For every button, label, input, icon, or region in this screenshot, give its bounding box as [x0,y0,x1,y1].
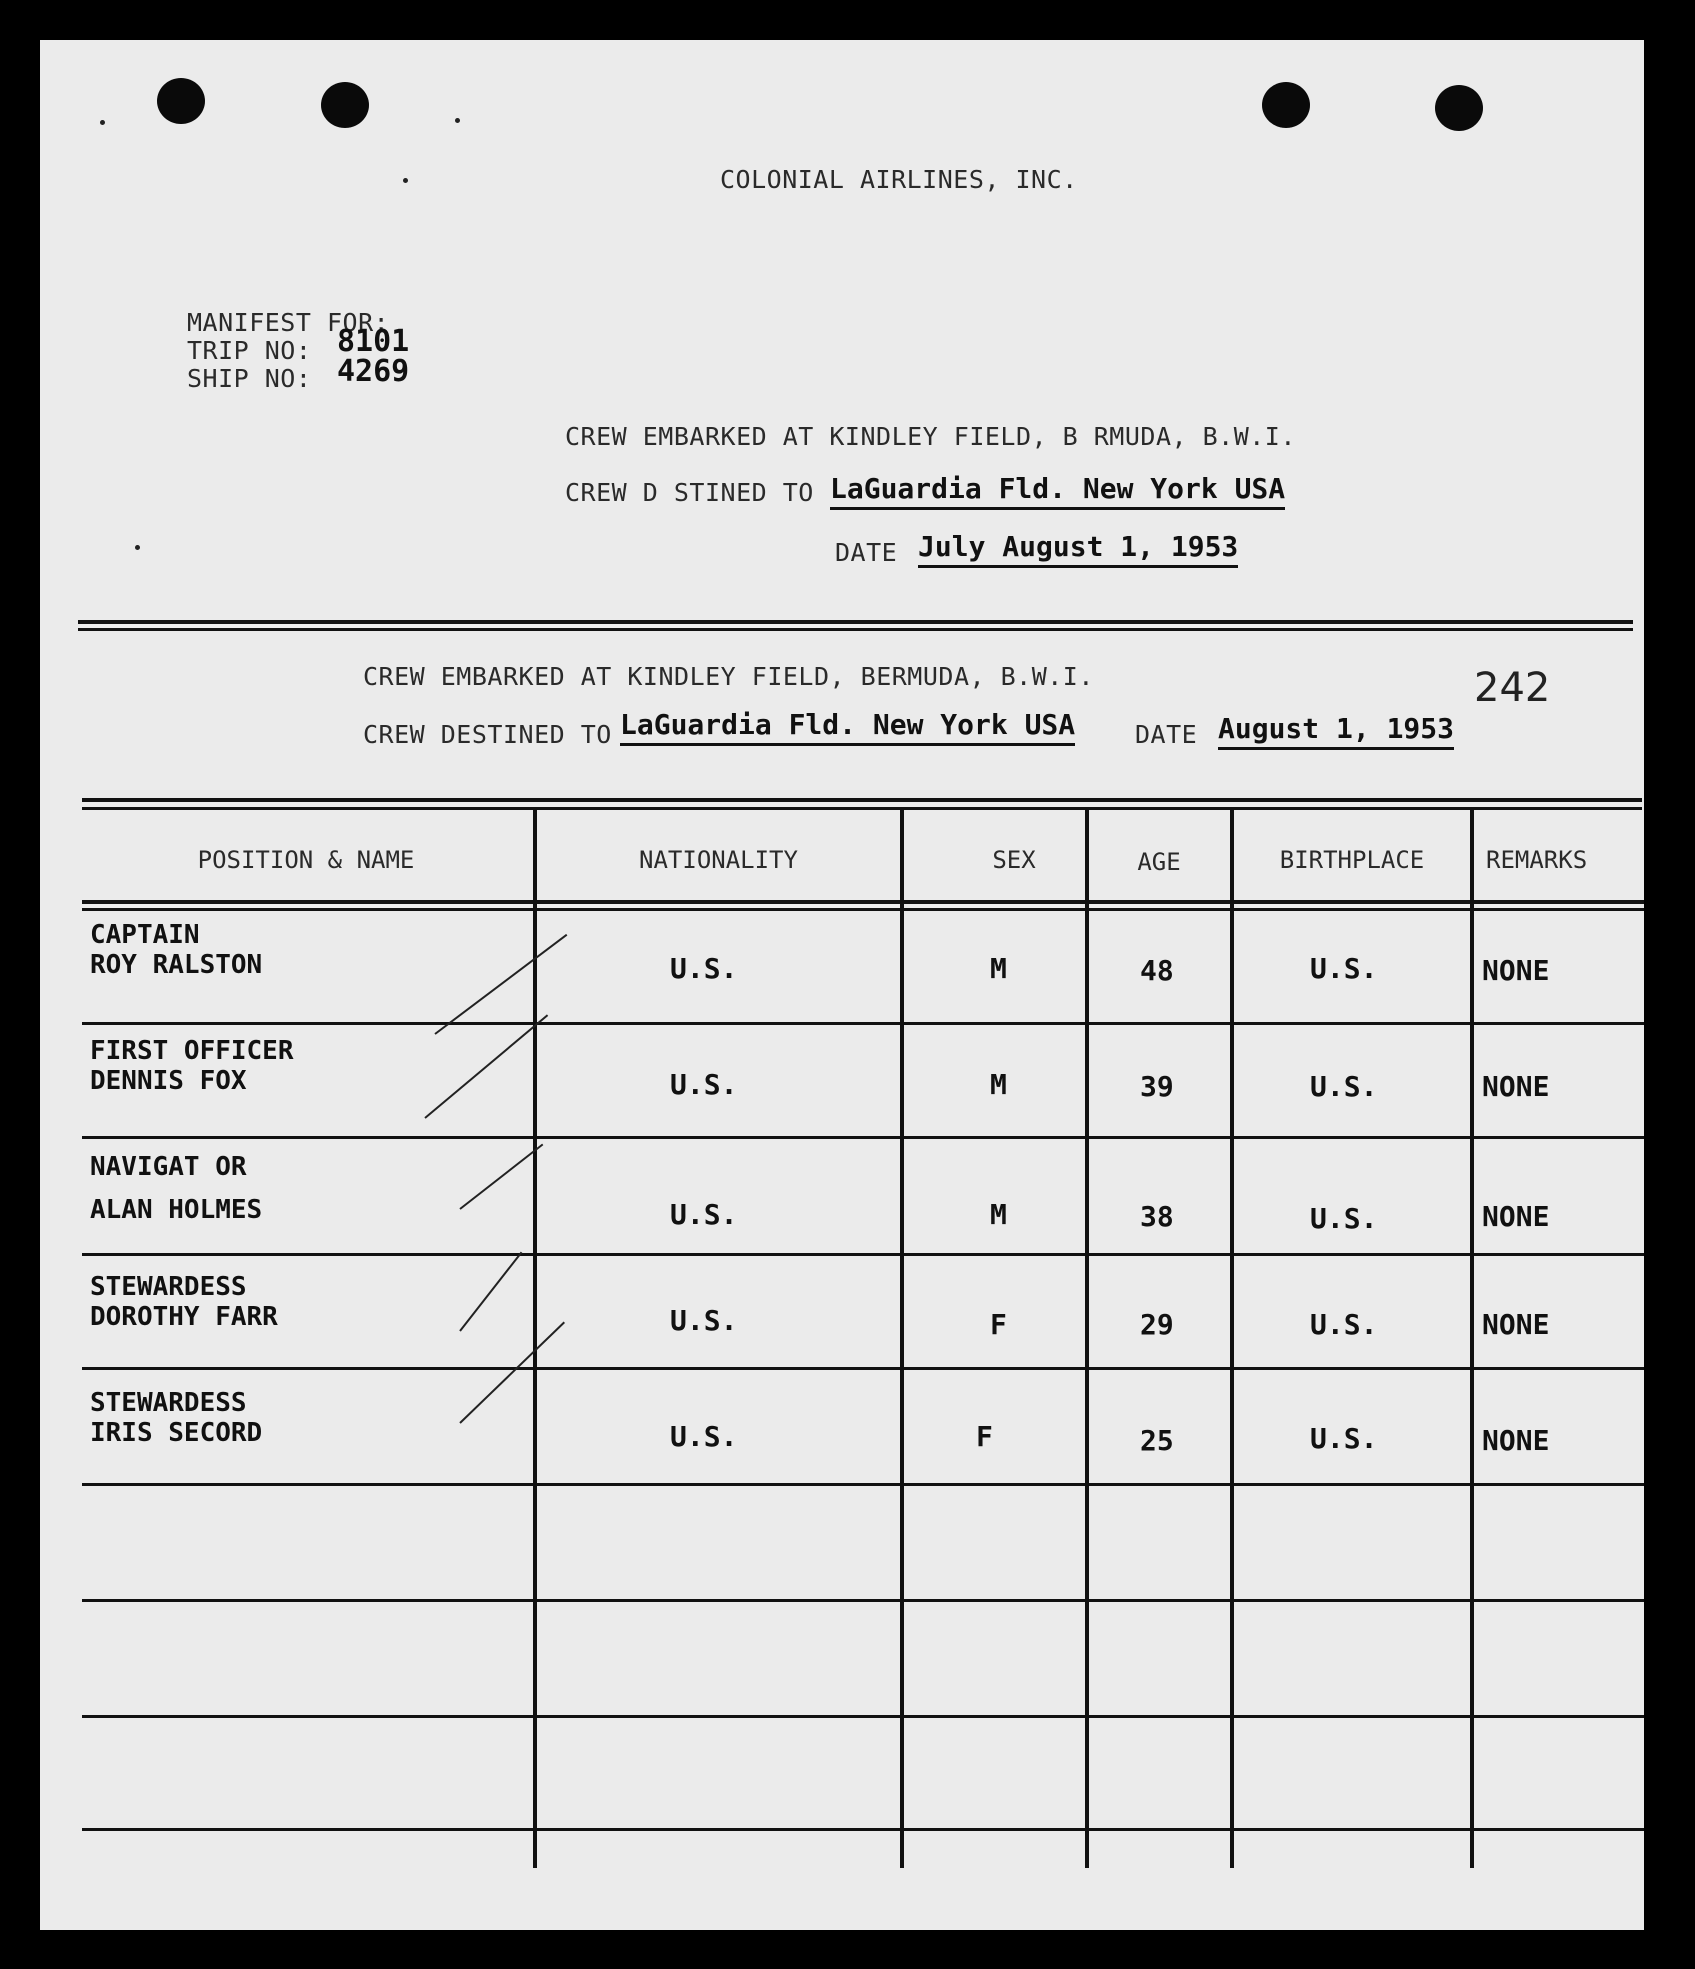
punch-hole [1262,82,1310,128]
header-remarks: REMARKS [1486,846,1588,874]
separator-rule [78,620,1633,624]
crew-nationality: U.S. [670,1304,738,1337]
check-mark [459,1144,543,1210]
check-mark [459,1322,565,1424]
crew-name: ROY RALSTON [90,950,263,980]
page-number: 242 [1474,665,1551,711]
crew-position: FIRST OFFICER [90,1036,294,1066]
check-mark [434,934,567,1035]
separator-rule [78,628,1633,631]
row-divider [82,1022,1644,1025]
header-nationality: NATIONALITY [639,846,798,874]
header-position-name: POSITION & NAME [197,846,415,874]
table-top-rule [82,798,1642,802]
top-destined-value: LaGuardia Fld. New York USA [830,472,1285,510]
crew-birthplace: U.S. [1310,1422,1378,1455]
header-birthplace: BIRTHPLACE [1279,846,1425,874]
header-sex: SEX [992,846,1036,874]
speck [135,545,140,550]
crew-birthplace: U.S. [1310,1308,1378,1341]
crew-name: IRIS SECORD [90,1418,263,1448]
crew-birthplace: U.S. [1310,952,1378,985]
crew-age: 39 [1140,1070,1174,1103]
crew-position: CAPTAIN [90,920,200,950]
row-divider [82,1599,1644,1602]
destined-value: LaGuardia Fld. New York USA [620,708,1075,746]
embarked-line: CREW EMBARKED AT KINDLEY FIELD, BERMUDA, B.W.I. [363,662,1094,691]
crew-age: 29 [1140,1308,1174,1341]
crew-nationality: U.S. [670,1068,738,1101]
check-mark [424,1014,548,1118]
crew-remarks: NONE [1482,1308,1550,1341]
crew-remarks: NONE [1482,1200,1550,1233]
crew-age: 38 [1140,1200,1174,1233]
crew-age: 25 [1140,1424,1174,1457]
crew-name: DOROTHY FARR [90,1302,278,1332]
crew-nationality: U.S. [670,1420,738,1453]
crew-sex: M [990,1198,1007,1231]
top-embarked-line: CREW EMBARKED AT KINDLEY FIELD, B RMUDA, B.W.I. [565,422,1296,451]
crew-position: STEWARDESS [90,1272,247,1302]
manifest-for-label: MANIFEST FOR: [187,308,390,337]
crew-sex: F [990,1308,1007,1341]
crew-sex: F [976,1420,993,1453]
crew-nationality: U.S. [670,952,738,985]
check-mark [459,1252,522,1332]
punch-hole [321,82,369,128]
trip-label: TRIP NO: [187,336,312,365]
ship-value: 4269 [337,354,410,389]
header-bottom-rule [82,900,1644,904]
crew-name: DENNIS FOX [90,1066,247,1096]
trip-value: 8101 [337,324,410,359]
row-divider [82,1483,1644,1486]
crew-position: NAVIGAT OR [90,1152,247,1182]
crew-age: 48 [1140,954,1174,987]
crew-birthplace: U.S. [1310,1070,1378,1103]
row-divider [82,1253,1644,1256]
punch-hole [157,78,205,124]
row-divider [82,1715,1644,1718]
row-divider [82,1367,1644,1370]
speck [455,118,460,123]
date-label: DATE [1135,720,1198,749]
crew-remarks: NONE [1482,1424,1550,1457]
ship-label: SHIP NO: [187,364,312,393]
column-divider [1085,810,1089,1868]
top-date-value: July August 1, 1953 [918,530,1238,568]
company-title: COLONIAL AIRLINES, INC. [720,165,1078,194]
date-value: August 1, 1953 [1218,712,1454,750]
header-bottom-rule [82,908,1644,911]
speck [100,120,105,125]
top-destined-label: CREW D STINED TO [565,478,814,507]
column-divider [1230,810,1234,1868]
row-divider [82,1136,1644,1139]
crew-position: STEWARDESS [90,1388,247,1418]
column-divider [900,810,904,1868]
speck [403,178,408,183]
table-top-rule [82,807,1642,810]
column-divider [1470,810,1474,1868]
manifest-page [40,40,1644,1930]
crew-name: ALAN HOLMES [90,1195,263,1225]
crew-sex: M [990,1068,1007,1101]
destined-label: CREW DESTINED TO [363,720,612,749]
column-divider [533,810,537,1868]
crew-birthplace: U.S. [1310,1202,1378,1235]
header-age: AGE [1137,848,1181,876]
row-divider [82,1828,1644,1831]
crew-remarks: NONE [1482,1070,1550,1103]
crew-nationality: U.S. [670,1198,738,1231]
crew-sex: M [990,952,1007,985]
top-date-label: DATE [835,538,898,567]
punch-hole [1435,85,1483,131]
crew-remarks: NONE [1482,954,1550,987]
